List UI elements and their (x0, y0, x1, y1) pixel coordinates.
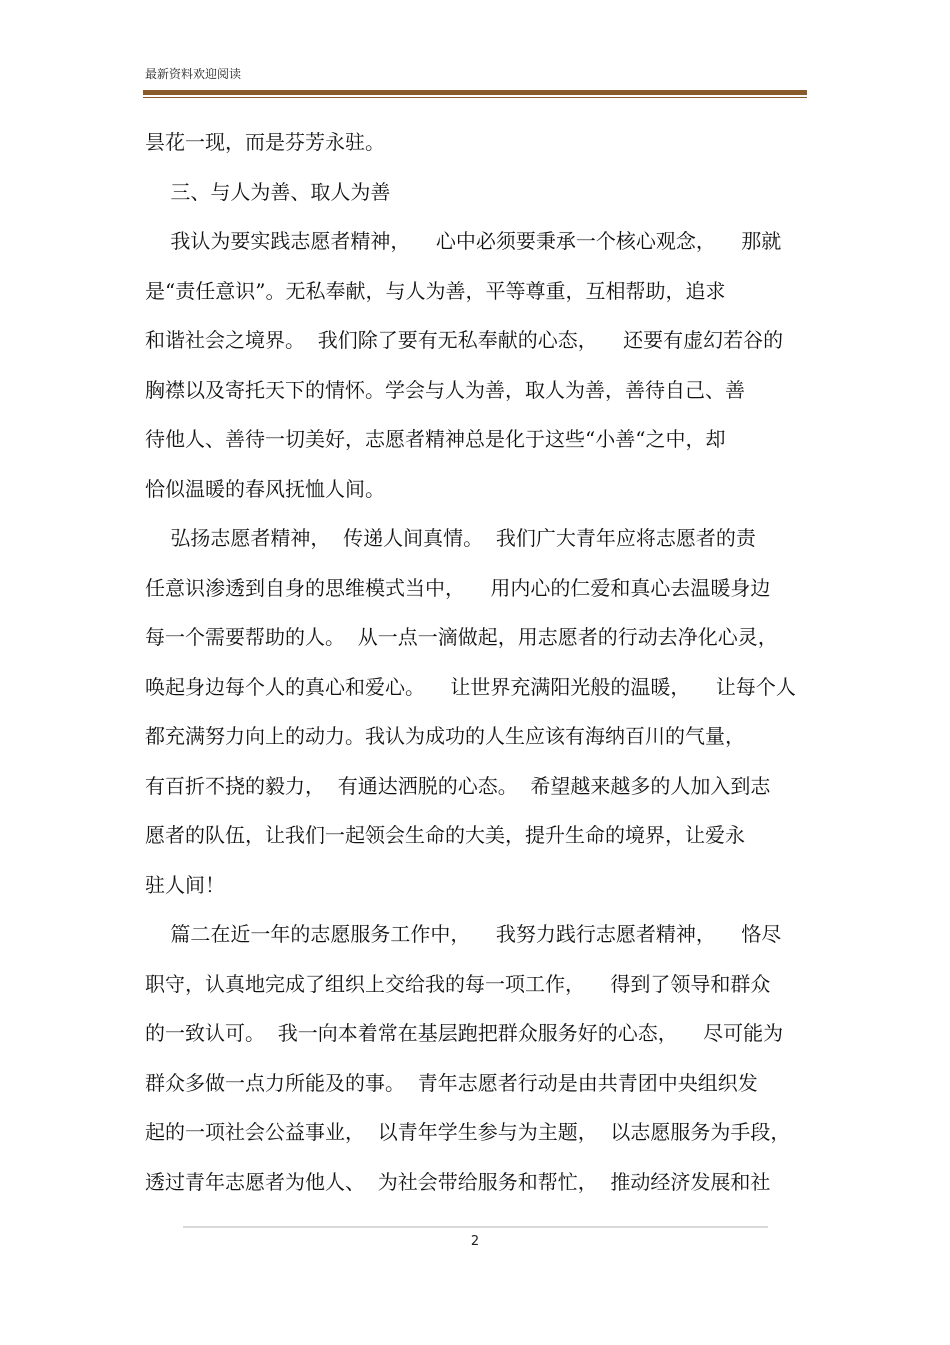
page-header-title: 最新资料欢迎阅读 (145, 67, 242, 81)
text-line-10: 任意识渗透到自身的思维模式当中， 用内心的仁爱和真心去温暖身边 (145, 575, 771, 600)
text-line-2: 三、与人为善、取人为善 (145, 179, 391, 204)
text-line-7: 待他人、善待一切美好，志愿者精神总是化于这些“小善“之中，却 (145, 427, 726, 451)
text-line-18: 职守，认真地完成了组织上交给我的每一项工作， 得到了领导和群众 (145, 971, 771, 996)
text-line-11: 每一个需要帮助的人。 从一点一滴做起，用志愿者的行动去净化心灵， (145, 625, 778, 649)
footer-divider (183, 1226, 768, 1228)
text-line-5: 和谐社会之境界。 我们除了要有无私奉献的心态， 还要有虚幻若谷的 (145, 328, 784, 352)
text-line-9: 弘扬志愿者精神， 传递人间真情。 我们广大青年应将志愿者的责 (145, 526, 756, 550)
text-line-15: 愿者的队伍，让我们一起领会生命的大美，提升生命的境界，让爱永 (145, 823, 745, 847)
header-divider-thin (143, 97, 807, 98)
text-line-4: 是“责任意识”。无私奉献，与人为善，平等尊重，互相帮助，追求 (145, 278, 726, 303)
text-line-22: 透过青年志愿者为他人、 为社会带给服务和帮忙， 推动经济发展和社 (145, 1169, 771, 1194)
document-body (145, 118, 810, 1207)
text-line-13: 都充满努力向上的动力。我认为成功的人生应该有海纳百川的气量， (145, 724, 745, 748)
text-line-21: 起的一项社会公益事业， 以青年学生参与为主题， 以志愿服务为手段， (145, 1120, 791, 1144)
text-line-17: 篇二在近一年的志愿服务工作中， 我努力践行志愿者精神， 恪尽 (145, 922, 782, 946)
text-line-14: 有百折不挠的毅力， 有通达洒脱的心态。 希望越来越多的人加入到志 (145, 773, 771, 798)
text-line-8: 恰似温暖的春风抚恤人间。 (145, 476, 385, 501)
text-line-19: 的一致认可。 我一向本着常在基层跑把群众服务好的心态， 尽可能为 (145, 1021, 784, 1045)
text-line-12: 唤起身边每个人的真心和爱心。 让世界充满阳光般的温暖， 让每个人 (145, 674, 796, 699)
text-line-1: 昙花一现，而是芬芳永驻。 (145, 130, 385, 154)
text-line-20: 群众多做一点力所能及的事。 青年志愿者行动是由共青团中央组织发 (145, 1070, 758, 1095)
text-line-6: 胸襟以及寄托天下的情怀。学会与人为善，取人为善，善待自己、善 (145, 377, 745, 402)
header-divider-thick (143, 90, 807, 95)
page-number: 2 (470, 1234, 480, 1249)
text-line-16: 驻人间！ (145, 872, 225, 897)
text-line-3: 我认为要实践志愿者精神， 心中必须要秉承一个核心观念， 那就 (145, 229, 782, 253)
